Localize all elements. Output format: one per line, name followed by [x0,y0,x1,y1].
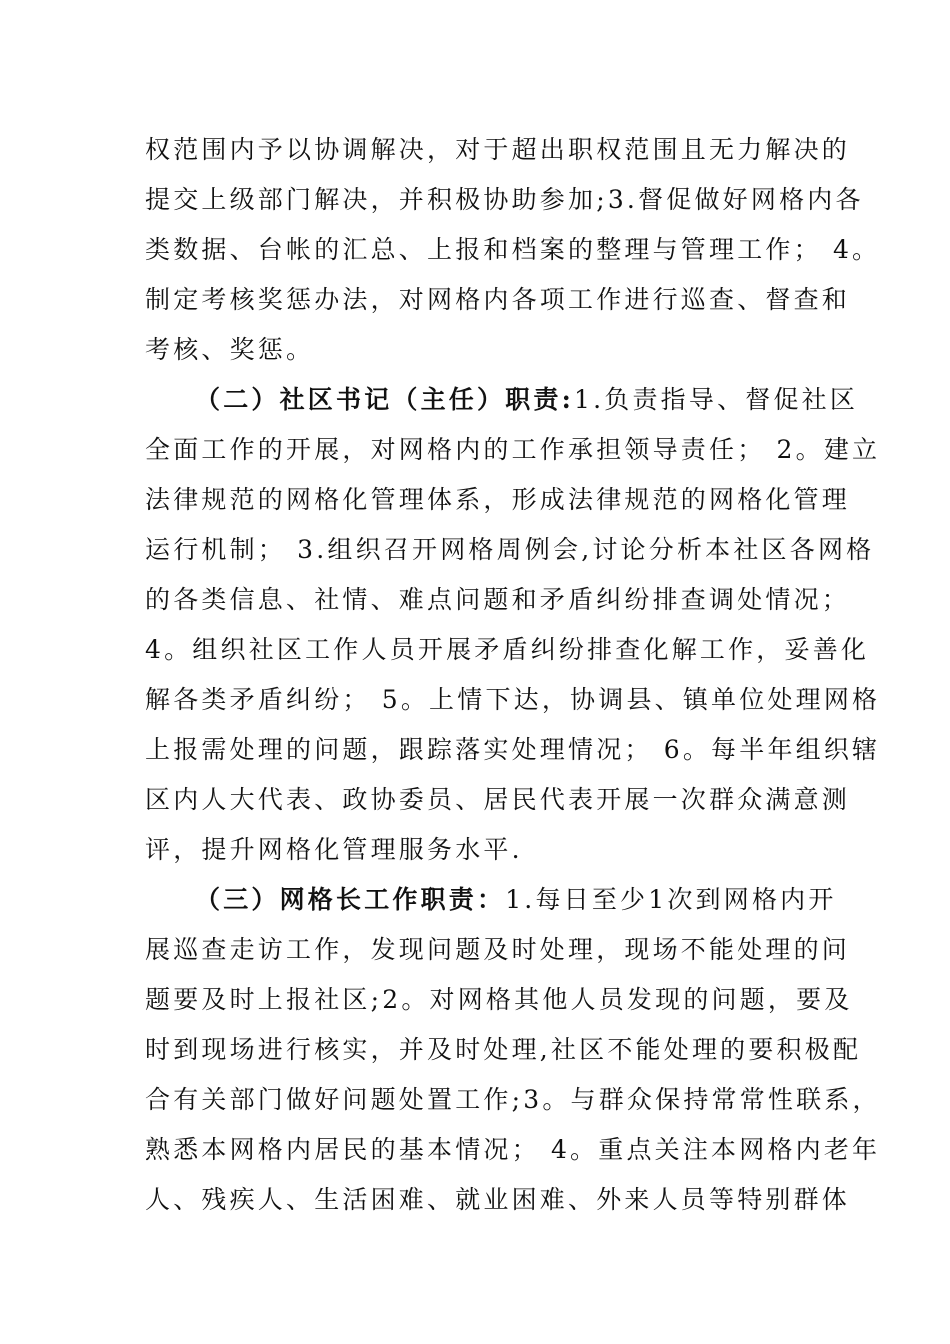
section-2-first-line [195,384,859,416]
paragraph-line: 权范围内予以协调解决，对于超出职权范围且无力解决的 [145,135,851,164]
paragraph-line: 法律规范的网格化管理体系，形成法律规范的网格化管理 [145,485,851,514]
paragraph-line: 评，提升网格化管理服务水平. [145,835,523,864]
paragraph-line: 类数据、台帐的汇总、上报和档案的整理与管理工作； 4。 [145,235,881,264]
paragraph-line: 时到现场进行核实，并及时处理,社区不能处理的要积极配 [145,1035,862,1064]
paragraph-line: 的各类信息、社情、难点问题和矛盾纠纷排查调处情况； [145,585,851,614]
paragraph-line: 合有关部门做好问题处置工作;3。与群众保持常常性联系， [145,1085,881,1114]
paragraph-line: 全面工作的开展，对网格内的工作承担领导责任； 2。建立 [145,435,881,464]
section-3-heading: （三）网格长工作职责： [195,885,506,914]
paragraph-line: 熟悉本网格内居民的基本情况； 4。重点关注本网格内老年 [145,1135,881,1164]
paragraph-line: 4。组织社区工作人员开展矛盾纠纷排查化解工作，妥善化 [145,635,870,664]
paragraph-line: 解各类矛盾纠纷； 5。上情下达，协调县、镇单位处理网格 [145,685,881,714]
paragraph-line: 人、残疾人、生活困难、就业困难、外来人员等特别群体 [145,1185,851,1214]
paragraph-line: 上报需处理的问题，跟踪落实处理情况； 6。每半年组织辖 [145,735,881,764]
section-2-heading: （二）社区书记（主任）职责: [195,385,575,414]
section-3-first-line-text: 1.每日至少1次到网格内开 [505,885,837,914]
paragraph-line: 考核、奖惩。 [145,335,315,364]
paragraph-line: 展巡查走访工作，发现问题及时处理，现场不能处理的问 [145,935,851,964]
paragraph-line: 提交上级部门解决，并积极协助参加;3.督促做好网格内各 [145,185,864,214]
paragraph-line: 区内人大代表、政协委员、居民代表开展一次群众满意测 [145,785,851,814]
section-2-first-line-text: 1.负责指导、督促社区 [574,385,859,414]
paragraph-line: 运行机制； 3.组织召开网格周例会,讨论分析本社区各网格 [145,535,875,564]
paragraph-line: 制定考核奖惩办法，对网格内各项工作进行巡查、督查和 [145,285,851,314]
paragraph-line: 题要及时上报社区;2。对网格其他人员发现的问题，要及 [145,985,853,1014]
section-3-first-line [195,884,837,916]
